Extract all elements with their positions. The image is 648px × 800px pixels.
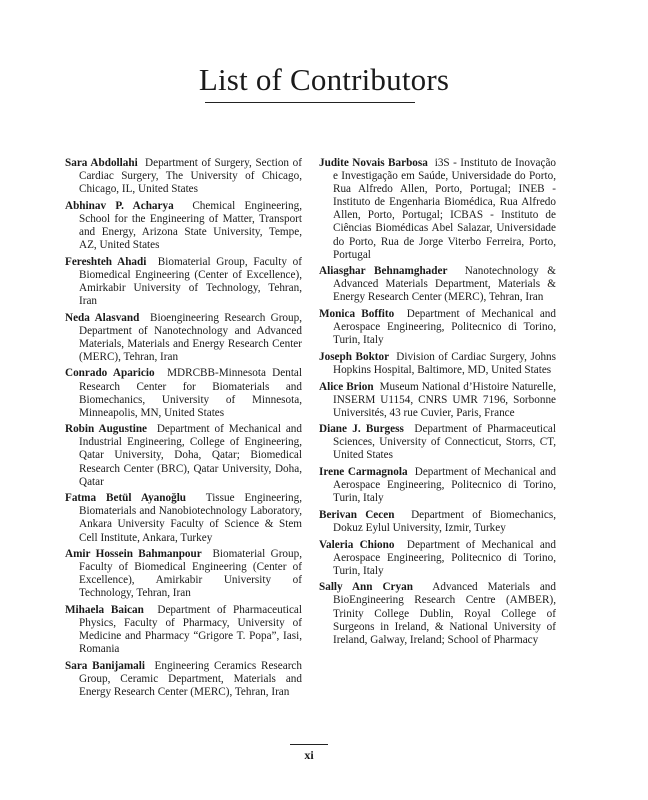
page-number-rule — [290, 744, 328, 745]
contributor-affiliation: Department of Mechanical and Aerospace Engineering, Politecnico di Torino, Turin, Italy — [333, 466, 557, 505]
contributor-affiliation: Engineering Ceramics Research Group, Ceramic Department, Materials and Energy Research Center (MERC), Tehran, Iran — [79, 659, 302, 699]
contributor-entry — [65, 256, 302, 308]
contributor-name: Sara Abdollahi — [65, 157, 138, 169]
contributor-name: Joseph Boktor — [319, 350, 390, 363]
contributor-affiliation: Department of Mechanical and Aerospace Engineering, Politecnico di Torino, Turin, Italy — [333, 308, 556, 347]
contributor-entry — [319, 466, 556, 505]
contributor-entry — [65, 312, 302, 364]
contributor-name: Abhinav P. Acharya — [65, 199, 174, 212]
contributor-entry — [319, 381, 556, 420]
contributor-entry — [65, 604, 302, 656]
contributor-entry — [65, 200, 302, 252]
contributor-name: Sara Banijamali — [65, 659, 145, 672]
contributor-affiliation: Department of Biomechanics, Dokuz Eylul University, Izmir, Turkey — [333, 508, 557, 534]
contributor-name: Fatma Betül Ayanoğlu — [65, 492, 187, 505]
contributor-affiliation: MDRCBB-Minnesota Dental Research Center for Biomaterials and Biomechanics, University of Minnesota, Minneapolis, MN, United States — [79, 367, 303, 419]
contributor-affiliation: Department of Pharmaceutical Physics, Faculty of Pharmacy, University of Medicine and Pharmacy “Grigore T. Popa”, Iasi, Romania — [79, 604, 302, 656]
contributor-affiliation: Department of Pharmaceutical Sciences, University of Connecticut, Storrs, CT, United States — [333, 423, 556, 462]
contributor-name: Amir Hossein Bahmanpour — [65, 548, 202, 561]
contributor-affiliation: Biomaterial Group, Faculty of Biomedical Engineering (Center of Excellence), Amirkabir University of Technology, Tehran, Iran — [79, 255, 303, 307]
contributor-affiliation: i3S - Instituto de Inovação e Investigação em Saúde, Universidade do Porto, Rua Alfredo Allen, Porto, Portugal; INEB - Instituto de Engenharia Biomédica, Rua Alfredo Allen, Porto, Portugal; ICBAS - Instituto de Ciências Biomédicas Abel Salazar, Universidade do Porto, Rua de Jorge Viterbo Ferreira, Porto, Portugal — [333, 157, 557, 261]
contributor-entry — [65, 660, 302, 699]
page-number: xi — [304, 748, 314, 762]
contributor-entry — [319, 509, 556, 535]
contributors-right-column — [319, 157, 556, 650]
contributor-affiliation: Biomaterial Group, Faculty of Biomedical Engineering (Center of Excellence), Amirkabir University of Technology, Tehran, Iran — [79, 548, 302, 600]
contributor-name: Robin Augustine — [65, 423, 148, 436]
contributor-entry — [65, 548, 302, 600]
contributor-name: Conrado Aparicio — [65, 367, 155, 380]
contributor-entry — [65, 423, 302, 488]
contributor-name: Judite Novais Barbosa — [319, 157, 428, 169]
contributor-name: Aliasghar Behnamghader — [319, 265, 448, 278]
contributor-name: Fereshteh Ahadi — [65, 255, 147, 268]
contributor-affiliation: Division of Cardiac Surgery, Johns Hopkins Hospital, Baltimore, MD, United States — [333, 350, 557, 376]
contributor-affiliation: Department of Mechanical and Aerospace Engineering, Politecnico di Torino, Turin, Italy — [333, 538, 556, 577]
contributor-affiliation: Department of Surgery, Section of Cardiac Surgery, The University of Chicago, Chicago, IL, United States — [79, 157, 302, 196]
contributor-name: Alice Brion — [319, 380, 374, 393]
contributor-entry — [319, 265, 556, 304]
contributor-name: Irene Carmagnola — [319, 466, 408, 479]
contributor-entry — [319, 539, 556, 578]
contributor-name: Diane J. Burgess — [319, 423, 404, 436]
contributor-affiliation: Bioengineering Research Group, Department of Nanotechnology and Advanced Materials, Materials and Energy Research Center (MERC), Tehran, Iran — [79, 311, 303, 363]
contributor-entry — [65, 492, 302, 544]
contributor-name: Neda Alasvand — [65, 311, 140, 324]
contributor-entry — [319, 157, 556, 262]
contributor-entry — [65, 367, 302, 419]
contributor-affiliation: Nanotechnology & Advanced Materials Department, Materials & Energy Research Center (MERC), Tehran, Iran — [333, 265, 557, 304]
contributor-entry — [319, 581, 556, 646]
page-title: List of Contributors — [198, 62, 450, 97]
contributor-affiliation: Advanced Materials and BioEngineering Research Centre (AMBER), Trinity College Dublin, Royal College of Surgeons in Ireland, & National University of Ireland, Galway, Ireland; School of Pharmacy — [333, 581, 556, 646]
contributor-affiliation: Museum National d’Histoire Naturelle, INSERM U1154, CNRS UMR 7196, Sorbonne Universités, 43 rue Cuvier, Paris, France — [333, 380, 556, 419]
title-underline — [205, 102, 415, 103]
contributor-entry — [65, 157, 302, 196]
contributor-entry — [319, 423, 556, 462]
contributor-entry — [319, 351, 556, 377]
contributor-name: Sally Ann Cryan — [319, 581, 413, 594]
contributor-affiliation: Department of Mechanical and Industrial Engineering, College of Engineering, Qatar University, Doha, Qatar; Biomedical Research Center (BRC), Qatar University, Doha, Qatar — [79, 423, 302, 488]
contributor-name: Berivan Cecen — [319, 508, 395, 521]
contributors-left-column — [65, 157, 302, 703]
contributor-name: Mihaela Baican — [65, 604, 144, 616]
contributor-affiliation: Chemical Engineering, School for the Engineering of Matter, Transport and Energy, Arizona State University, Tempe, AZ, United States — [79, 199, 303, 252]
contributor-name: Valeria Chiono — [319, 538, 395, 551]
contributor-name: Monica Boffito — [319, 308, 395, 321]
contributor-affiliation: Tissue Engineering, Biomaterials and Nanobiotechnology Laboratory, Ankara University Faculty of Science & Stem Cell Institute, Ankara, Turkey — [79, 492, 302, 544]
contributor-entry — [319, 308, 556, 347]
